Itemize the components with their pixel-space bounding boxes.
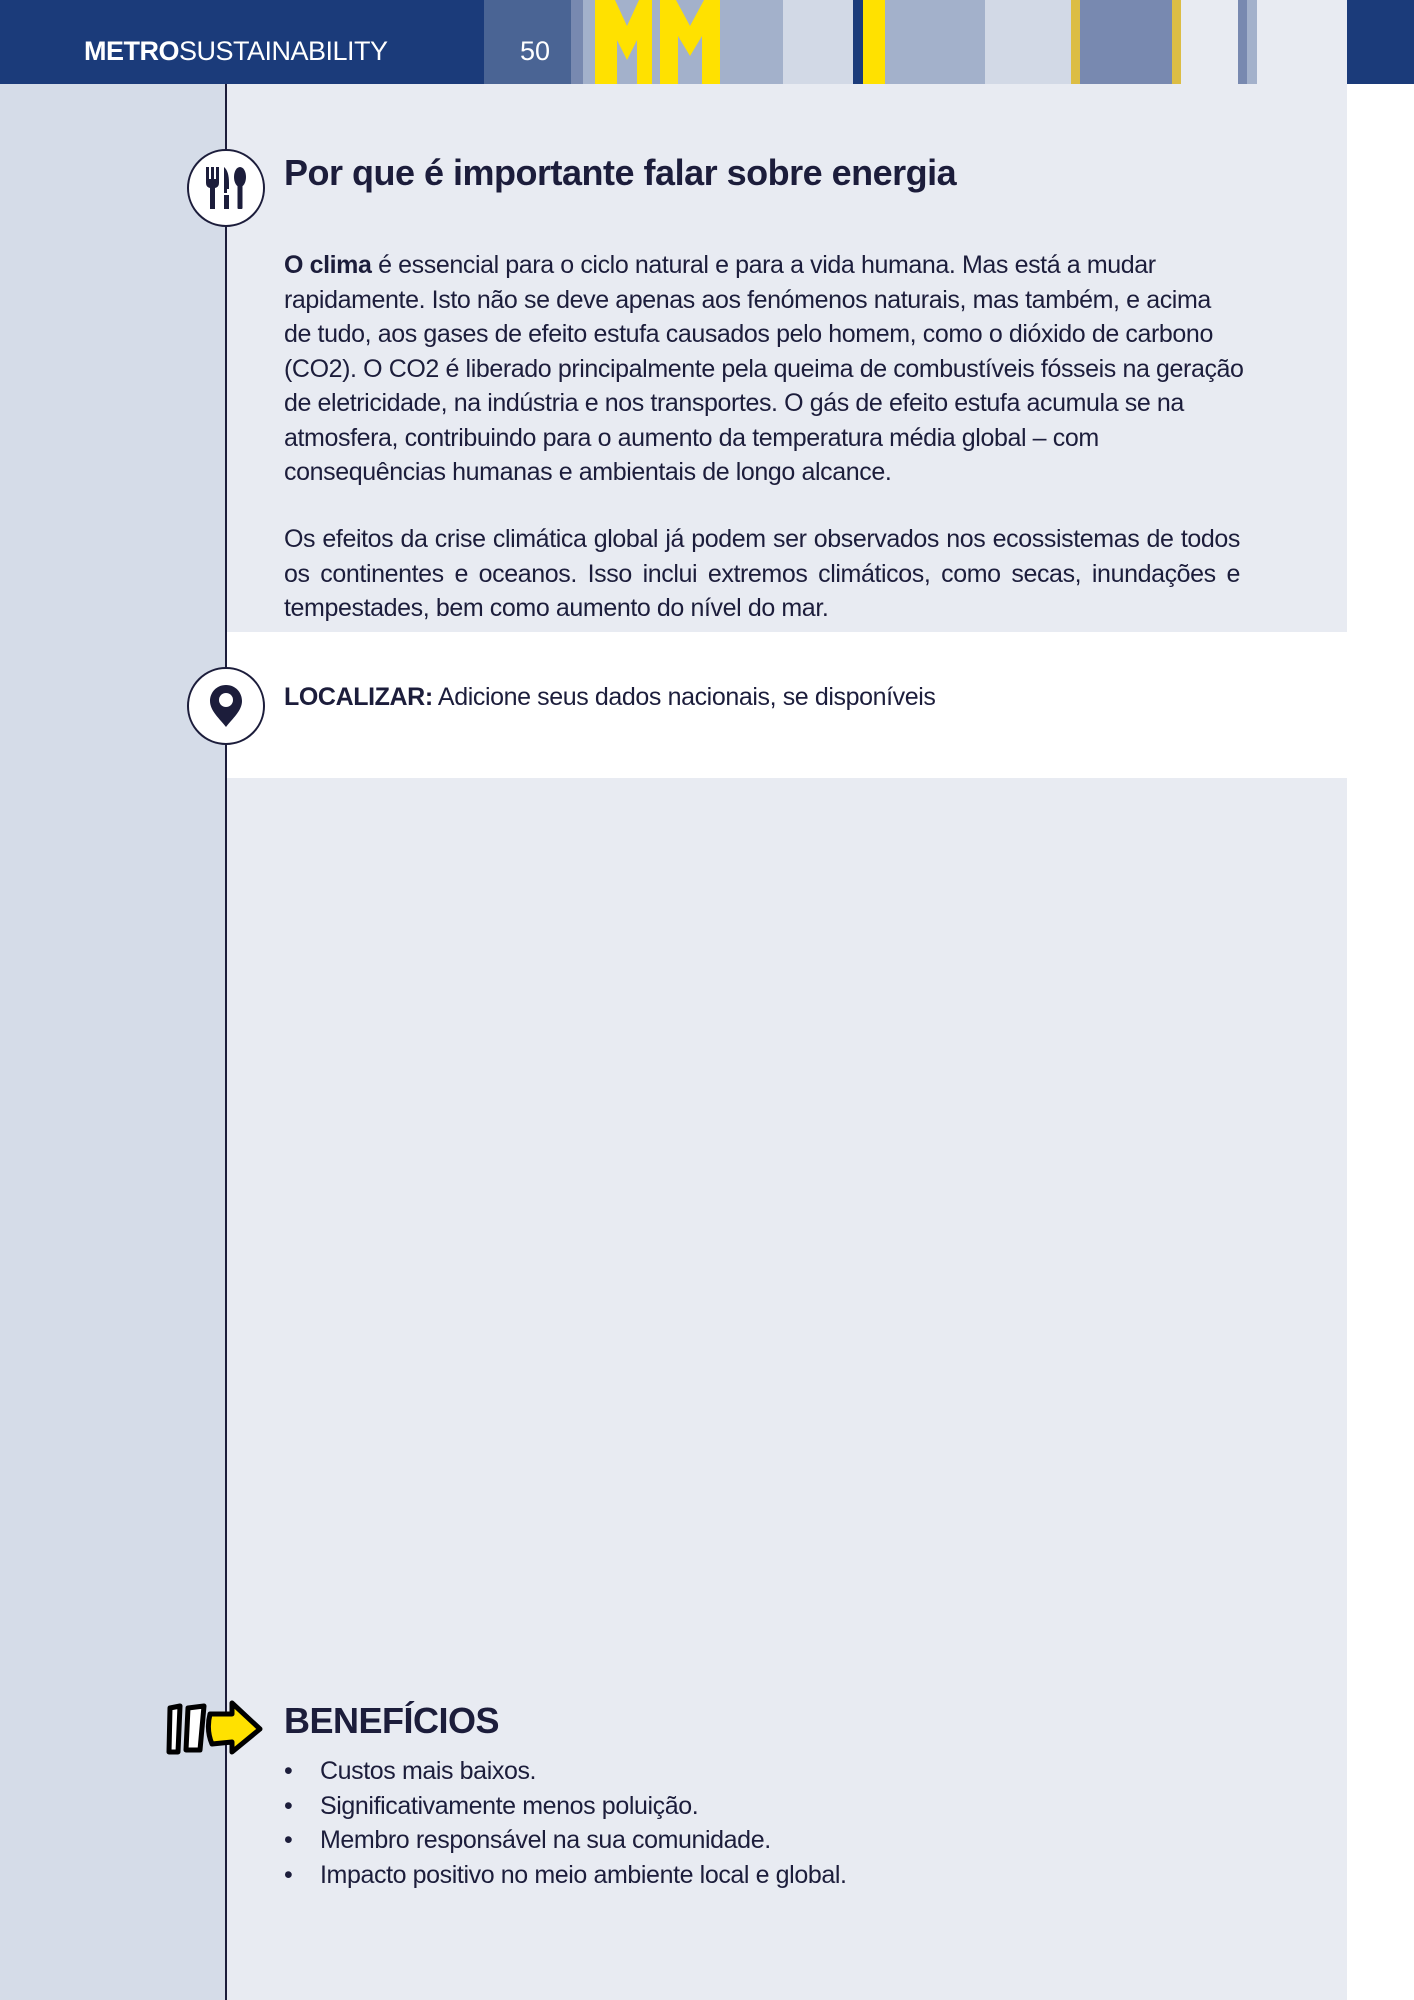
header-stripe [1247,0,1257,84]
brand-light: SUSTAINABILITY [179,36,388,66]
cutlery-icon [187,149,265,227]
localize-note [284,683,936,712]
list-item: • Membro responsável na sua comunidade. [284,1823,847,1858]
localize-text: Adicione seus dados nacionais, se disponíveis [432,683,936,711]
effects-paragraph: Os efeitos da crise climática global já podem ser observados nos ecossistemas de todos os continentes e oceanos. Isso inclui extremos climáticos, como secas, inundações e tempestades, bem como aumento do nível do mar. [284,525,1240,622]
header-stripe [1257,0,1347,84]
list-item: • Impacto positivo no meio ambiente local e global. [284,1858,847,1893]
header-stripe [1080,0,1172,84]
list-item: • Significativamente menos poluição. [284,1789,847,1824]
page-header [0,0,1414,84]
benefits-title: BENEFÍCIOS [284,1700,500,1741]
page-number: 50 [520,36,551,66]
header-stripe [863,0,885,84]
header-stripe [571,0,583,84]
brand-logo [84,36,388,67]
location-pin-icon [187,667,265,745]
arrow-right-icon [166,1700,266,1758]
climate-text: é essencial para o ciclo natural e para a vida humana. Mas está a mudar rapidamente. Isto não se deve apenas aos fenómenos naturais, mas também, e acima de tudo, aos gases de efeito estufa causados pelo homem, como o dióxido de carbono (CO2). O CO2 é liberado principalmente pela queima de combustíveis fósseis na geração de eletricidade, na indústria e nos transportes. O gás de efeito estufa acumula se na atmosfera, contribuindo para o aumento da temperatura média global – com consequências humanas e ambientais de longo alcance. [284,251,1244,486]
header-stripe [853,0,863,84]
header-stripe [1238,0,1247,84]
header-stripe [1347,0,1414,84]
header-stripe [885,0,985,84]
brand-bold: METRO [84,36,179,66]
localize-label: LOCALIZAR: [284,683,433,711]
header-stripe [1071,0,1080,84]
header-stripe [1172,0,1181,84]
climate-lead: O clima [284,251,372,279]
header-stripe [783,0,853,84]
benefits-list [284,1754,847,1892]
header-stripe [1181,0,1238,84]
list-item: • Custos mais baixos. [284,1754,847,1789]
header-stripe [985,0,1071,84]
section-title: Por que é importante falar sobre energia [284,152,957,193]
climate-paragraph [284,248,1244,490]
my-logo-icon [595,0,720,84]
